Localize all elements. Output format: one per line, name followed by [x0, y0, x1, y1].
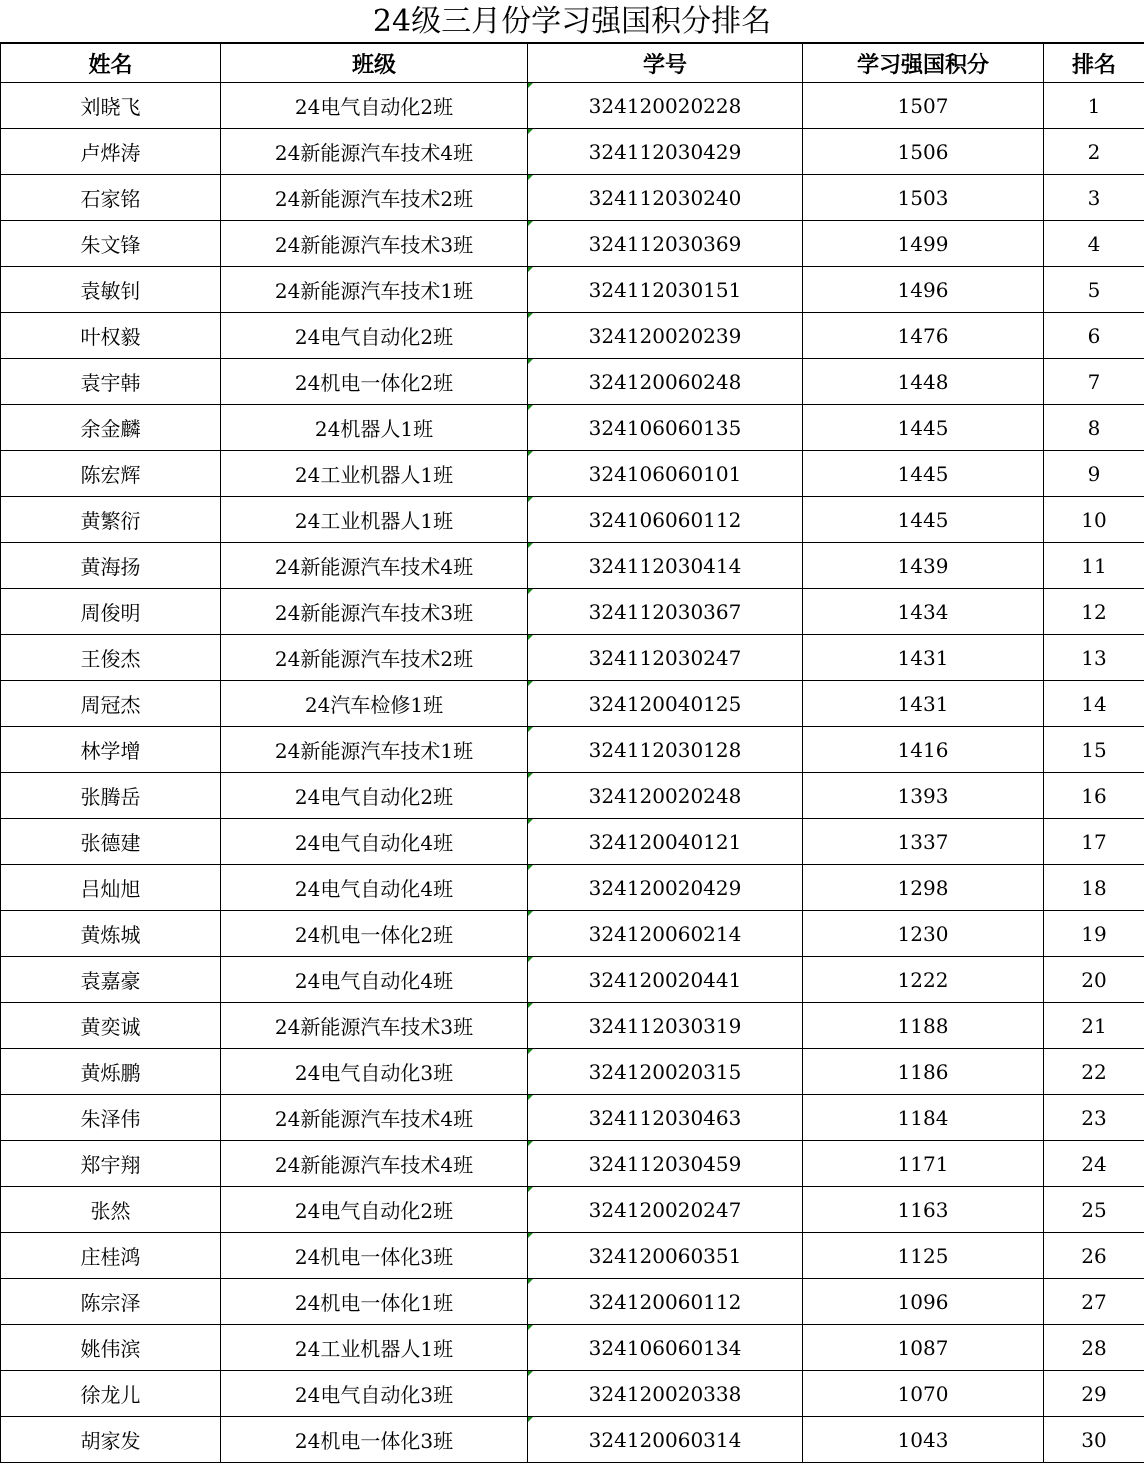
- class-cell: 24新能源汽车技术4班: [221, 543, 528, 589]
- table-row: [1, 1417, 1144, 1463]
- score-cell: 1186: [803, 1049, 1044, 1095]
- rank-cell: 16: [1044, 773, 1144, 819]
- table-row: [1, 267, 1144, 313]
- class-cell: 24电气自动化4班: [221, 819, 528, 865]
- table-row: [1, 865, 1144, 911]
- score-cell: 1416: [803, 727, 1044, 773]
- class-cell: 24机电一体化3班: [221, 1417, 528, 1463]
- student-id-cell: 324112030429: [528, 129, 803, 175]
- name-cell: 朱泽伟: [1, 1095, 221, 1141]
- score-cell: 1171: [803, 1141, 1044, 1187]
- name-cell: 吕灿旭: [1, 865, 221, 911]
- student-id-cell: 324112030247: [528, 635, 803, 681]
- rank-cell: 30: [1044, 1417, 1144, 1463]
- table-row: [1, 1141, 1144, 1187]
- student-id-cell: 324106060101: [528, 451, 803, 497]
- table-row: [1, 957, 1144, 1003]
- class-cell: 24电气自动化4班: [221, 957, 528, 1003]
- score-cell: 1163: [803, 1187, 1044, 1233]
- score-cell: 1499: [803, 221, 1044, 267]
- class-cell: 24新能源汽车技术4班: [221, 1095, 528, 1141]
- table-row: [1, 405, 1144, 451]
- ranking-table: [0, 43, 1144, 1463]
- student-id-cell: 324120020441: [528, 957, 803, 1003]
- class-cell: 24电气自动化2班: [221, 83, 528, 129]
- class-cell: 24新能源汽车技术2班: [221, 635, 528, 681]
- class-cell: 24机器人1班: [221, 405, 528, 451]
- student-id-cell: 324120060314: [528, 1417, 803, 1463]
- table-row: [1, 1325, 1144, 1371]
- column-header-class: 班级: [221, 44, 528, 83]
- name-cell: 张德建: [1, 819, 221, 865]
- rank-cell: 29: [1044, 1371, 1144, 1417]
- class-cell: 24电气自动化2班: [221, 1187, 528, 1233]
- name-cell: 卢烨涛: [1, 129, 221, 175]
- table-row: [1, 635, 1144, 681]
- header-row: [1, 44, 1144, 83]
- class-cell: 24新能源汽车技术1班: [221, 727, 528, 773]
- class-cell: 24机电一体化1班: [221, 1279, 528, 1325]
- class-cell: 24工业机器人1班: [221, 451, 528, 497]
- class-cell: 24新能源汽车技术3班: [221, 221, 528, 267]
- class-cell: 24新能源汽车技术1班: [221, 267, 528, 313]
- table-body: [1, 83, 1144, 1463]
- student-id-cell: 324120020239: [528, 313, 803, 359]
- table-row: [1, 1371, 1144, 1417]
- score-cell: 1431: [803, 635, 1044, 681]
- table-row: [1, 1049, 1144, 1095]
- class-cell: 24新能源汽车技术4班: [221, 129, 528, 175]
- student-id-cell: 324106060112: [528, 497, 803, 543]
- class-cell: 24电气自动化2班: [221, 773, 528, 819]
- class-cell: 24新能源汽车技术3班: [221, 589, 528, 635]
- rank-cell: 27: [1044, 1279, 1144, 1325]
- student-id-cell: 324112030463: [528, 1095, 803, 1141]
- score-cell: 1393: [803, 773, 1044, 819]
- name-cell: 黄繁衍: [1, 497, 221, 543]
- name-cell: 黄烁鹏: [1, 1049, 221, 1095]
- score-cell: 1043: [803, 1417, 1044, 1463]
- student-id-cell: 324120020315: [528, 1049, 803, 1095]
- name-cell: 黄奕诚: [1, 1003, 221, 1049]
- name-cell: 余金麟: [1, 405, 221, 451]
- score-cell: 1506: [803, 129, 1044, 175]
- rank-cell: 18: [1044, 865, 1144, 911]
- name-cell: 郑宇翔: [1, 1141, 221, 1187]
- rank-cell: 26: [1044, 1233, 1144, 1279]
- rank-cell: 4: [1044, 221, 1144, 267]
- rank-cell: 7: [1044, 359, 1144, 405]
- student-id-cell: 324112030367: [528, 589, 803, 635]
- student-id-cell: 324112030369: [528, 221, 803, 267]
- rank-cell: 6: [1044, 313, 1144, 359]
- table-row: [1, 129, 1144, 175]
- class-cell: 24电气自动化3班: [221, 1049, 528, 1095]
- name-cell: 黄海扬: [1, 543, 221, 589]
- student-id-cell: 324112030459: [528, 1141, 803, 1187]
- class-cell: 24机电一体化2班: [221, 911, 528, 957]
- name-cell: 陈宏辉: [1, 451, 221, 497]
- name-cell: 张腾岳: [1, 773, 221, 819]
- score-cell: 1507: [803, 83, 1044, 129]
- student-id-cell: 324120060112: [528, 1279, 803, 1325]
- student-id-cell: 324120020248: [528, 773, 803, 819]
- name-cell: 周俊明: [1, 589, 221, 635]
- name-cell: 胡家发: [1, 1417, 221, 1463]
- student-id-cell: 324120060351: [528, 1233, 803, 1279]
- column-header-score: 学习强国积分: [803, 44, 1044, 83]
- score-cell: 1503: [803, 175, 1044, 221]
- table-row: [1, 83, 1144, 129]
- score-cell: 1188: [803, 1003, 1044, 1049]
- score-cell: 1184: [803, 1095, 1044, 1141]
- class-cell: 24工业机器人1班: [221, 497, 528, 543]
- rank-cell: 5: [1044, 267, 1144, 313]
- student-id-cell: 324120060214: [528, 911, 803, 957]
- table-row: [1, 175, 1144, 221]
- student-id-cell: 324120060248: [528, 359, 803, 405]
- class-cell: 24新能源汽车技术4班: [221, 1141, 528, 1187]
- table-row: [1, 221, 1144, 267]
- score-cell: 1496: [803, 267, 1044, 313]
- rank-cell: 9: [1044, 451, 1144, 497]
- score-cell: 1445: [803, 405, 1044, 451]
- rank-cell: 17: [1044, 819, 1144, 865]
- table-row: [1, 543, 1144, 589]
- class-cell: 24新能源汽车技术2班: [221, 175, 528, 221]
- rank-cell: 22: [1044, 1049, 1144, 1095]
- name-cell: 袁嘉豪: [1, 957, 221, 1003]
- student-id-cell: 324120020338: [528, 1371, 803, 1417]
- class-cell: 24电气自动化2班: [221, 313, 528, 359]
- table-row: [1, 727, 1144, 773]
- rank-cell: 20: [1044, 957, 1144, 1003]
- student-id-cell: 324106060135: [528, 405, 803, 451]
- table-row: [1, 819, 1144, 865]
- rank-cell: 23: [1044, 1095, 1144, 1141]
- score-cell: 1439: [803, 543, 1044, 589]
- score-cell: 1096: [803, 1279, 1044, 1325]
- score-cell: 1125: [803, 1233, 1044, 1279]
- class-cell: 24机电一体化3班: [221, 1233, 528, 1279]
- student-id-cell: 324120020228: [528, 83, 803, 129]
- rank-cell: 12: [1044, 589, 1144, 635]
- class-cell: 24新能源汽车技术3班: [221, 1003, 528, 1049]
- table-row: [1, 451, 1144, 497]
- student-id-cell: 324120020247: [528, 1187, 803, 1233]
- score-cell: 1448: [803, 359, 1044, 405]
- column-header-name: 姓名: [1, 44, 221, 83]
- name-cell: 石家铭: [1, 175, 221, 221]
- name-cell: 徐龙儿: [1, 1371, 221, 1417]
- class-cell: 24汽车检修1班: [221, 681, 528, 727]
- student-id-cell: 324112030240: [528, 175, 803, 221]
- score-cell: 1087: [803, 1325, 1044, 1371]
- table-row: [1, 1279, 1144, 1325]
- column-header-student-id: 学号: [528, 44, 803, 83]
- rank-cell: 14: [1044, 681, 1144, 727]
- score-cell: 1298: [803, 865, 1044, 911]
- rank-cell: 1: [1044, 83, 1144, 129]
- name-cell: 林学增: [1, 727, 221, 773]
- rank-cell: 2: [1044, 129, 1144, 175]
- table-row: [1, 681, 1144, 727]
- rank-cell: 25: [1044, 1187, 1144, 1233]
- class-cell: 24电气自动化4班: [221, 865, 528, 911]
- class-cell: 24工业机器人1班: [221, 1325, 528, 1371]
- student-id-cell: 324112030128: [528, 727, 803, 773]
- name-cell: 张然: [1, 1187, 221, 1233]
- class-cell: 24机电一体化2班: [221, 359, 528, 405]
- class-cell: 24电气自动化3班: [221, 1371, 528, 1417]
- name-cell: 姚伟滨: [1, 1325, 221, 1371]
- rank-cell: 19: [1044, 911, 1144, 957]
- name-cell: 陈宗泽: [1, 1279, 221, 1325]
- score-cell: 1230: [803, 911, 1044, 957]
- score-cell: 1337: [803, 819, 1044, 865]
- rank-cell: 13: [1044, 635, 1144, 681]
- table-row: [1, 313, 1144, 359]
- rank-cell: 10: [1044, 497, 1144, 543]
- table-row: [1, 1233, 1144, 1279]
- student-id-cell: 324112030151: [528, 267, 803, 313]
- table-row: [1, 1095, 1144, 1141]
- rank-cell: 8: [1044, 405, 1144, 451]
- name-cell: 王俊杰: [1, 635, 221, 681]
- table-row: [1, 1003, 1144, 1049]
- score-cell: 1431: [803, 681, 1044, 727]
- column-header-rank: 排名: [1044, 44, 1144, 83]
- name-cell: 庄桂鸿: [1, 1233, 221, 1279]
- rank-cell: 21: [1044, 1003, 1144, 1049]
- student-id-cell: 324120040125: [528, 681, 803, 727]
- score-cell: 1222: [803, 957, 1044, 1003]
- student-id-cell: 324112030319: [528, 1003, 803, 1049]
- student-id-cell: 324112030414: [528, 543, 803, 589]
- name-cell: 朱文锋: [1, 221, 221, 267]
- student-id-cell: 324120020429: [528, 865, 803, 911]
- name-cell: 袁宇韩: [1, 359, 221, 405]
- score-cell: 1476: [803, 313, 1044, 359]
- score-cell: 1434: [803, 589, 1044, 635]
- score-cell: 1445: [803, 497, 1044, 543]
- student-id-cell: 324106060134: [528, 1325, 803, 1371]
- name-cell: 袁敏钊: [1, 267, 221, 313]
- rank-cell: 15: [1044, 727, 1144, 773]
- table-row: [1, 1187, 1144, 1233]
- name-cell: 刘晓飞: [1, 83, 221, 129]
- sheet-title: 24级三月份学习强国积分排名: [0, 0, 1144, 43]
- rank-cell: 28: [1044, 1325, 1144, 1371]
- table-row: [1, 911, 1144, 957]
- table-row: [1, 359, 1144, 405]
- table-row: [1, 773, 1144, 819]
- name-cell: 叶权毅: [1, 313, 221, 359]
- table-row: [1, 497, 1144, 543]
- score-cell: 1070: [803, 1371, 1044, 1417]
- score-cell: 1445: [803, 451, 1044, 497]
- rank-cell: 11: [1044, 543, 1144, 589]
- student-id-cell: 324120040121: [528, 819, 803, 865]
- table-row: [1, 589, 1144, 635]
- name-cell: 黄炼城: [1, 911, 221, 957]
- rank-cell: 24: [1044, 1141, 1144, 1187]
- rank-cell: 3: [1044, 175, 1144, 221]
- name-cell: 周冠杰: [1, 681, 221, 727]
